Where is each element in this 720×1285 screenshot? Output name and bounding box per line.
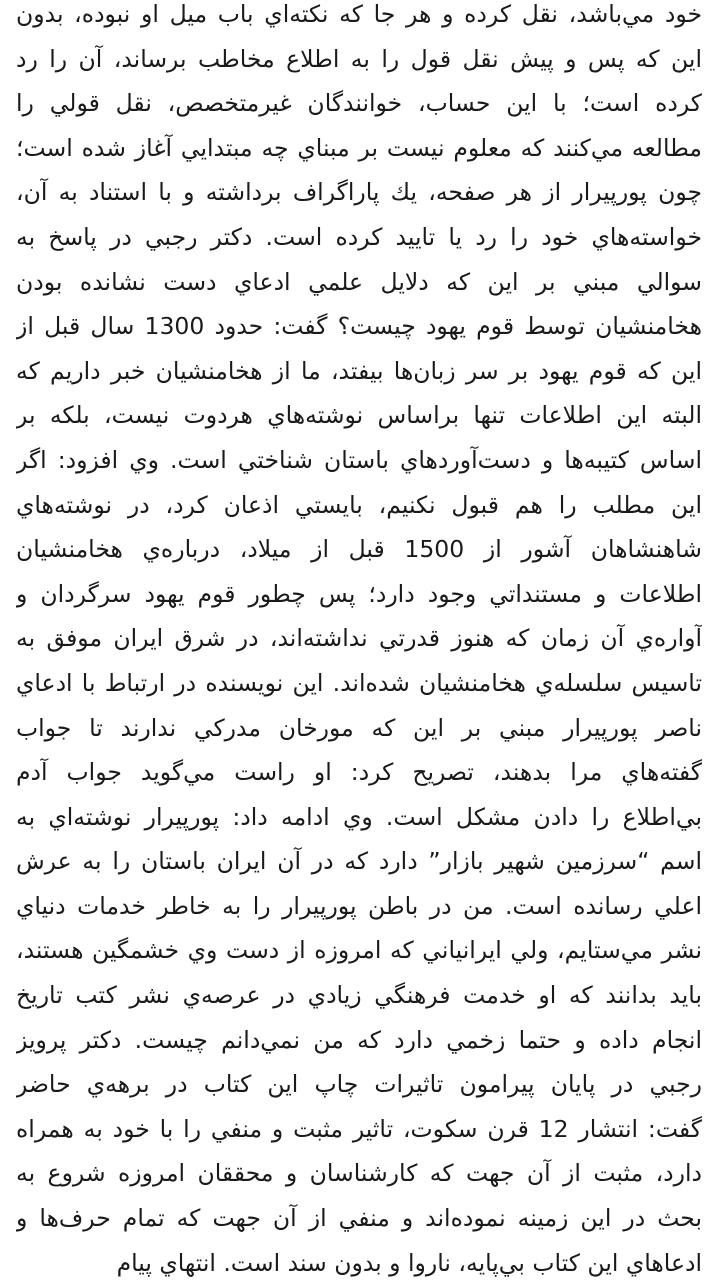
text-line: آواره‌ي آن زمان كه هنوز قدرتي نداشته‌اند، در شرق ايران موفق به [16, 624, 702, 653]
text-line: سوالي مبني بر اين كه دلايل علمي ادعاي دست نشانده بودن [16, 267, 702, 296]
text-line: اعلي رسانده است. من در باطن پورپيرار را به خاطر خدمات دنياي [16, 891, 702, 920]
text-line: دارد، مثبت از آن جهت كه كارشناسان و محققان امروزه شروع به [16, 1159, 702, 1188]
text-line: اساس كتيبه‌ها و دست‌آوردهاي باستان شناختي است. وي افزود: اگر [16, 445, 702, 474]
text-line: بي‌اطلاع را دادن مشكل است. وي ادامه داد: پورپيرار نوشته‌اي به [16, 802, 702, 831]
text-line: اسم “سرزمين شهير بازار” دارد كه در آن ايران باستان را به عرش [16, 847, 702, 876]
text-line: بايد بدانند كه او خدمت فرهنگي زيادي در عرصه‌ي نشر كتب تاريخ [16, 981, 702, 1010]
text-line: اطلاعات و مستنداتي وجود دارد؛ پس چطور قوم يهود سرگردان و [16, 579, 702, 608]
text-line: اين كه پس و پيش نقل قول را به اطلاع مخاطب برساند، آن را رد [16, 44, 702, 73]
text-line: خواسته‌هاي خود را رد يا تاييد كرده است. دكتر رجبي در پاسخ به [16, 222, 702, 251]
text-line: هخامنشيان توسط قوم يهود چيست؟ گفت: حدود 1300 سال قبل از [16, 312, 702, 341]
text-line: كرده است؛ با اين حساب، خوانندگان غيرمتخصص، نقل قولي را [16, 89, 702, 118]
text-line: مطالعه مي‌كنند كه معلوم نيست بر مبناي چه مبتدايي آغاز شده است؛ [16, 133, 702, 162]
text-line: بحث در اين زمينه نموده‌اند و منفي از آن جهت كه تمام حرف‌ها و [16, 1204, 702, 1233]
text-line: شاهنشاهان آشور از 1500 قبل از ميلاد، درباره‌ي هخامنشيان [16, 535, 702, 564]
text-line: انجام داده و حتما زخمي دارد كه من نمي‌دانم چيست. دكتر پرويز [16, 1025, 702, 1054]
text-line: نشر مي‌ستايم، ولي ايرانياني كه امروزه از دست وي خشمگين هستند، [16, 936, 702, 965]
text-line: اين كه قوم يهود بر سر زبان‌ها بيفتد، ما از هخامنشيان خبر داريم كه [16, 356, 702, 385]
text-line: رجبي در پايان پيرامون تاثيرات چاپ اين كتاب در برهه‌ي حاضر [16, 1070, 702, 1099]
article-body [16, 0, 702, 1285]
text-line: البته اين اطلاعات تنها براساس نوشته‌هاي هردوت نيست، بلكه بر [16, 401, 702, 430]
text-line: ناصر پورپيرار مبني بر اين كه مورخان مدركي ندارند تا جواب [16, 713, 702, 742]
text-line: گفته‌هاي مرا بدهند، تصريح كرد: او راست مي‌گويد جواب آدم [16, 758, 702, 787]
text-line: اين مطلب را هم قبول نكنيم، بايستي اذعان كرد، در نوشته‌هاي [16, 490, 702, 519]
text-line: گفت: انتشار 12 قرن سكوت، تاثير مثبت و منفي را با خود به همراه [16, 1114, 702, 1143]
text-line: ادعاهاي اين كتاب بي‌پايه، ناروا و بدون سند است. انتهاي پيام [116, 1248, 702, 1277]
text-line: خود مي‌باشد، نقل كرده و هر جا كه نكته‌اي باب ميل او نبوده، بدون [16, 0, 702, 28]
text-line: چون پورپيرار از هر صفحه، يك پاراگراف برداشته و با استناد به آن، [16, 178, 702, 207]
text-line: تاسيس سلسله‌ي هخامنشيان شده‌اند. اين نويسنده در ارتباط با ادعاي [16, 668, 702, 697]
